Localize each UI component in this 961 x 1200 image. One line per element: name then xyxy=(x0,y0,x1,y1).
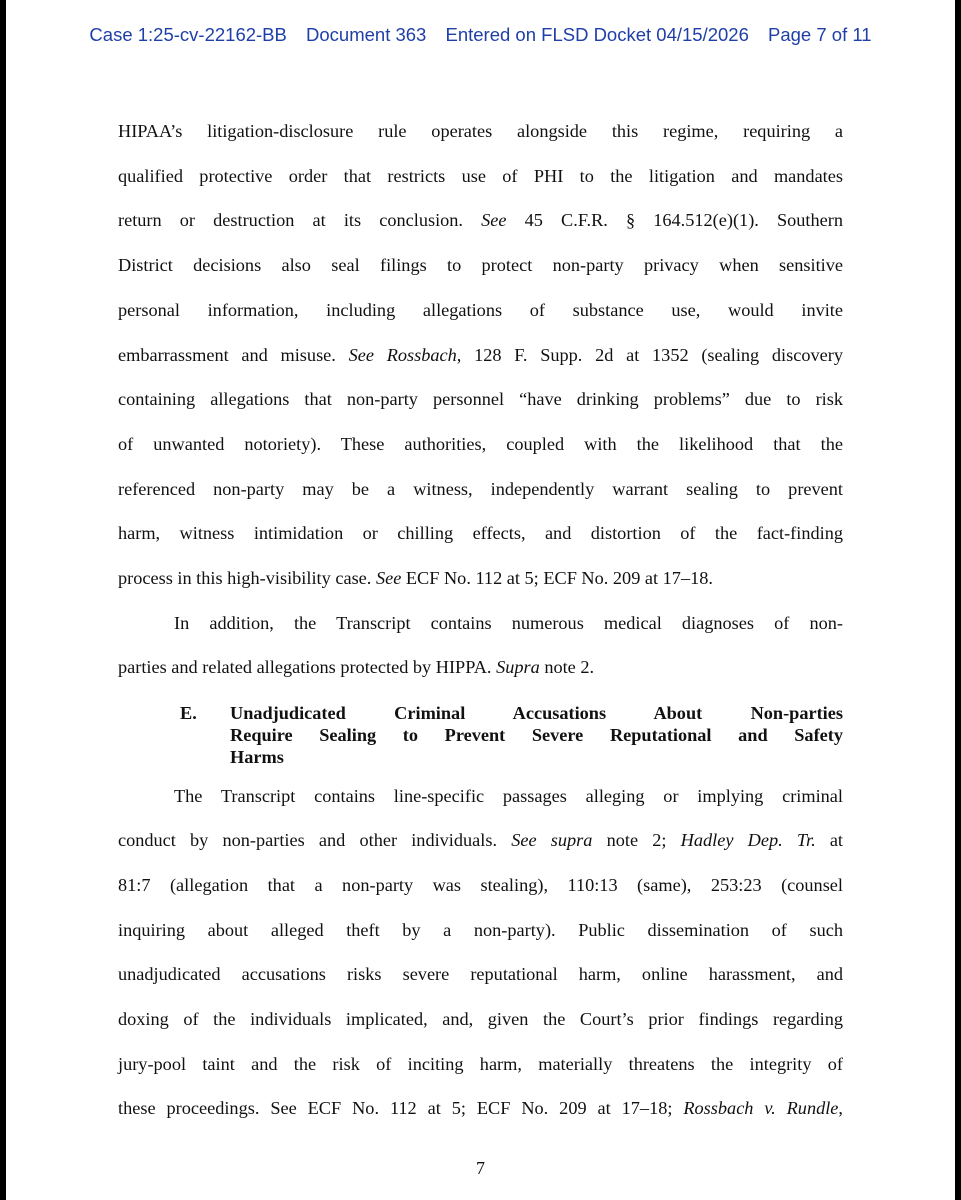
text-line: qualified protective order that restricts use of PHI to the litigation and mandates xyxy=(118,166,843,186)
docket-header xyxy=(0,24,961,46)
heading-line: Unadjudicated Criminal Accusations About Non-parties xyxy=(230,703,843,723)
text-line: parties and related allegations protected by HIPPA. Supra note 2. xyxy=(118,657,595,677)
text-line: The Transcript contains line-specific passages alleging or implying criminal xyxy=(174,786,843,806)
heading-line: Require Sealing to Prevent Severe Reputational and Safety xyxy=(230,725,843,745)
text-line: embarrassment and misuse. See Rossbach, 128 F. Supp. 2d at 1352 (sealing discovery xyxy=(118,345,843,365)
heading-line: Harms xyxy=(230,747,284,767)
text-line: referenced non-party may be a witness, independently warrant sealing to prevent xyxy=(118,479,843,499)
text-line: doxing of the individuals implicated, and, given the Court’s prior findings regarding xyxy=(118,1009,843,1029)
text-line: In addition, the Transcript contains numerous medical diagnoses of non- xyxy=(174,613,843,633)
page-number: 7 xyxy=(476,1158,485,1178)
text-line: of unwanted notoriety). These authorities, coupled with the likelihood that the xyxy=(118,434,843,454)
case-number: Case 1:25-cv-22162-BB xyxy=(89,24,287,45)
text-line: 81:7 (allegation that a non-party was stealing), 110:13 (same), 253:23 (counsel xyxy=(118,875,843,895)
text-line: unadjudicated accusations risks severe reputational harm, online harassment, and xyxy=(118,964,843,984)
text-line: containing allegations that non-party personnel “have drinking problems” due to risk xyxy=(118,389,843,409)
text-line: jury-pool taint and the risk of inciting harm, materially threatens the integrity of xyxy=(118,1054,843,1074)
text-line: process in this high-visibility case. See ECF No. 112 at 5; ECF No. 209 at 17–18. xyxy=(118,568,713,588)
text-line: harm, witness intimidation or chilling effects, and distortion of the fact-finding xyxy=(118,523,843,543)
section-letter: E. xyxy=(180,703,197,723)
page-indicator: Page 7 of 11 xyxy=(768,24,872,45)
text-line: conduct by non-parties and other individuals. See supra note 2; Hadley Dep. Tr. at xyxy=(118,830,844,850)
docket-entry: Entered on FLSD Docket 04/15/2026 xyxy=(445,24,749,45)
text-line: personal information, including allegations of substance use, would invite xyxy=(118,300,843,320)
text-line: return or destruction at its conclusion. See 45 C.F.R. § 164.512(e)(1). Southern xyxy=(118,210,843,230)
document-number: Document 363 xyxy=(306,24,427,45)
text-line: inquiring about alleged theft by a non-party). Public dissemination of such xyxy=(118,920,843,940)
text-line: these proceedings. See ECF No. 112 at 5; ECF No. 209 at 17–18; Rossbach v. Rundle, xyxy=(118,1098,843,1118)
text-line: HIPAA’s litigation-disclosure rule operates alongside this regime, requiring a xyxy=(118,121,843,141)
text-line: District decisions also seal filings to protect non-party privacy when sensitive xyxy=(118,255,843,275)
